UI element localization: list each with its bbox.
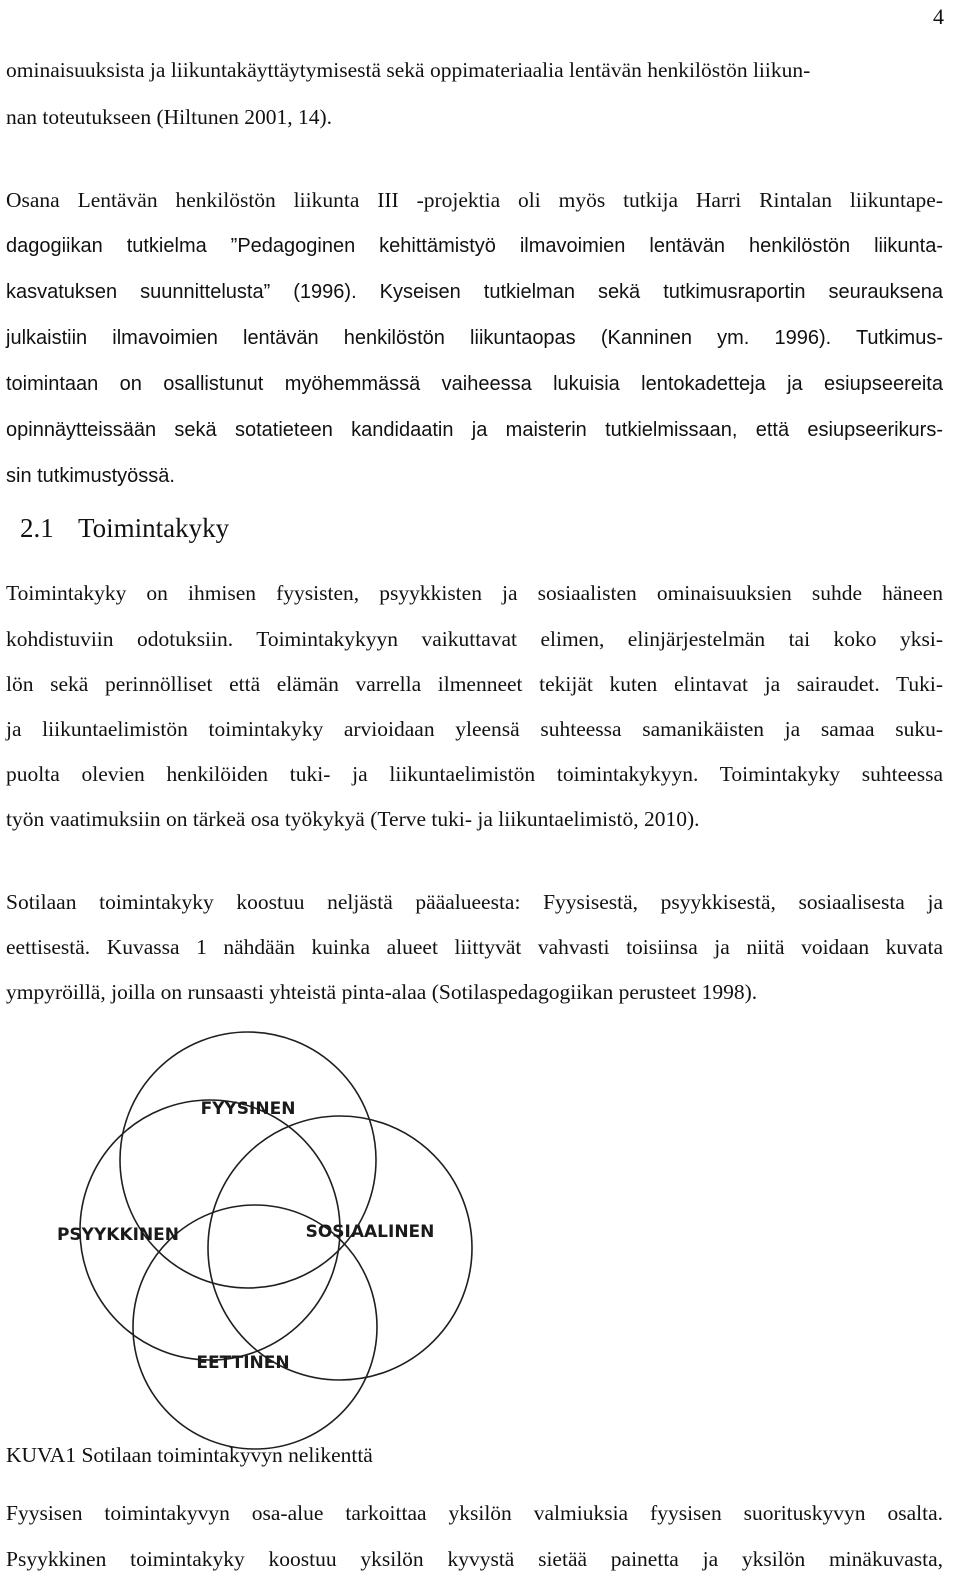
paragraph-4-line-1: Sotilaan toimintakyky koostuu neljästä pääalueesta: Fyysisestä, psyykkisestä, sosiaalisesta ja [6, 890, 943, 914]
label-fyysinen: FYYSINEN [200, 1099, 296, 1119]
paragraph-2-line-7: sin tutkimustyössä. [6, 465, 175, 487]
paragraph-2-line-3: kasvatuksen suunnittelusta” (1996). Kyseisen tutkielman sekä tutkimusraportin seurauksena [6, 281, 943, 303]
paragraph-5-line-2: Psyykkinen toimintakyky koostuu yksilön kyvystä sietää painetta ja yksilön minäkuvasta, [6, 1547, 943, 1571]
circle-sosiaalinen [208, 1116, 472, 1380]
paragraph-3-line-3: lön sekä perinnölliset että elämän varrella ilmenneet tekijät kuten elintavat ja sairaudet. Tuki- [6, 672, 943, 696]
paragraph-3-line-5: puolta olevien henkilöiden tuki- ja liikuntaelimistön toimintakykyyn. Toimintakyky suhteessa [6, 762, 943, 786]
paragraph-4-line-3: ympyröillä, joilla on runsaasti yhteistä pinta-alaa (Sotilaspedagogiikan perusteet 1998). [6, 980, 758, 1004]
paragraph-2-line-1: Osana Lentävän henkilöstön liikunta III -projektia oli myös tutkija Harri Rintalan liikuntape- [6, 188, 943, 212]
paragraph-2-line-5: toimintaan on osallistunut myöhemmässä vaiheessa lukuisia lentokadetteja ja esiupseereita [6, 373, 943, 395]
section-number: 2.1 [20, 513, 54, 543]
circle-eettinen [133, 1205, 377, 1449]
paragraph-4-line-2: eettisestä. Kuvassa 1 nähdään kuinka alueet liittyvät vahvasti toisiinsa ja niitä voidaan kuvata [6, 935, 943, 959]
section-heading [20, 512, 229, 544]
paragraph-5-line-1: Fyysisen toimintakyvyn osa-alue tarkoittaa yksilön valmiuksia fyysisen suorituskyvyn osalta. [6, 1501, 943, 1525]
paragraph-2-line-6: opinnäytteissään sekä sotatieteen kandidaatin ja maisterin tutkielmissaan, että esiupseerikurs- [6, 419, 943, 441]
paragraph-2-line-4: julkaistiin ilmavoimien lentävän henkilöstön liikuntaopas (Kanninen ym. 1996). Tutkimus- [6, 327, 943, 349]
label-psyykkinen: PSYYKKINEN [56, 1225, 180, 1245]
paragraph-3-line-1: Toimintakyky on ihmisen fyysisten, psyykkisten ja sosiaalisten ominaisuuksien suhde häneen [6, 581, 943, 605]
paragraph-3-line-6: työn vaatimuksiin on tärkeä osa työkykyä (Terve tuki- ja liikuntaelimistö, 2010). [6, 807, 700, 831]
section-title: Toimintakyky [78, 513, 230, 543]
paragraph-3-line-4: ja liikuntaelimistön toimintakyky arvioidaan yleensä suhteessa samanikäisten ja samaa suku- [6, 717, 943, 741]
paragraph-1-line-2: nan toteutukseen (Hiltunen 2001, 14). [6, 105, 333, 129]
circle-fyysinen [120, 1032, 376, 1288]
label-eettinen: EETTINEN [196, 1353, 290, 1373]
page-number: 4 [933, 4, 944, 29]
label-sosiaalinen: SOSIAALINEN [305, 1222, 435, 1242]
paragraph-3-line-2: kohdistuviin odotuksiin. Toimintakykyyn vaikuttavat elimen, elinjärjestelmän tai koko yksi- [6, 627, 943, 651]
circle-psyykkinen [80, 1100, 340, 1360]
figure-caption: KUVA1 Sotilaan toimintakyvyn nelikenttä [6, 1443, 373, 1467]
paragraph-1-line-1: ominaisuuksista ja liikuntakäyttäytymisestä sekä oppimateriaalia lentävän henkilöstön liikun- [6, 58, 811, 82]
paragraph-2-line-2: dagogiikan tutkielma ”Pedagoginen kehittämistyö ilmavoimien lentävän henkilöstön liikunta- [6, 235, 943, 257]
